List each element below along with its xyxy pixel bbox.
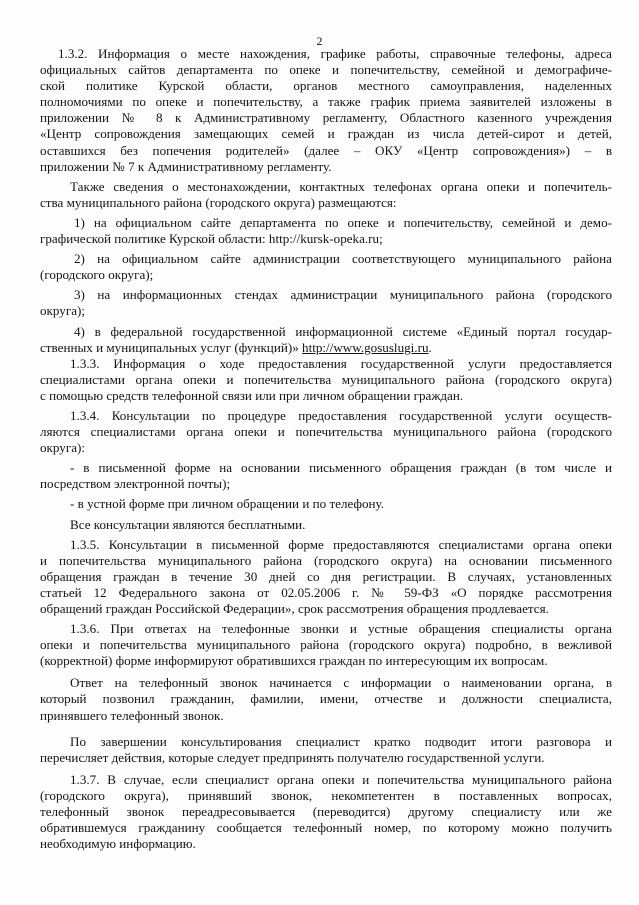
line-text: Все консультации являются бесплатными. [70, 516, 306, 532]
line-text: ственных и муниципальных услуг (функций)» [40, 339, 299, 355]
line-text: оставшихся без попечения родителей» (далее – ОКУ «Центр сопровождения») – в [40, 142, 612, 158]
paragraph-dash2 [40, 496, 612, 512]
line-text: 1.3.3. Информация о ходе предоставления государственной услуги предоставляется [70, 355, 612, 371]
document-body [40, 46, 612, 852]
line-text: приложении № 7 к Административному регламенту. [40, 158, 332, 174]
text-line [40, 195, 612, 211]
line-text: посредством электронной почты); [40, 476, 231, 492]
line-text: официальных сайтов департамента по опеке и попечительству, семейной и демографиче- [40, 62, 612, 78]
text-line [40, 287, 612, 303]
line-text: специалистами органа опеки и попечительства муниципального района (городского округа) [40, 371, 612, 387]
text-line [40, 126, 612, 142]
paragraph-p-otvet [40, 675, 612, 723]
paragraph-p134 [40, 408, 612, 456]
link-tail: . [428, 339, 432, 355]
line-text: статьей 12 Федерального закона от 02.05.2006 г. № 59-ФЗ «О порядке рассмотрения [40, 584, 612, 600]
line-text: Также сведения о местонахождении, контактных телефонах органа опеки и попечитель- [70, 178, 612, 194]
line-text: (корректной) форме информируют обратившихся граждан по интересующим их вопросам. [40, 653, 548, 669]
paragraph-p135 [40, 537, 612, 617]
text-line [40, 675, 612, 691]
line-text: (городского округа); [40, 267, 154, 283]
text-line [40, 804, 612, 820]
text-line [40, 267, 612, 283]
line-text: ской политике Курской области, органов местного самоуправления, наделенных [40, 78, 612, 94]
line-text: По завершении консультирования специалист кратко подводит итоги разговора и [70, 733, 612, 749]
line-text: 2) на официальном сайте администрации соответствующего муниципального района [74, 251, 612, 267]
text-line [40, 772, 612, 788]
paragraph-dash1 [40, 460, 612, 492]
line-text: обращения граждан в течение 30 дней со дня регистрации. В случаях, установленных [40, 568, 612, 584]
paragraph-p-svedenia [40, 179, 612, 211]
text-line [40, 460, 612, 476]
text-line [40, 440, 612, 456]
text-line [40, 601, 612, 617]
text-line [40, 517, 612, 533]
text-line [40, 653, 612, 669]
text-line [40, 788, 612, 804]
paragraph-p132 [40, 46, 612, 175]
text-line [40, 637, 612, 653]
line-text: 1.3.4. Консультации по процедуре предоставления государственной услуги осуществ- [70, 407, 612, 423]
text-line [40, 340, 612, 356]
text-line [40, 408, 612, 424]
line-text: Ответ на телефонный звонок начинается с информации о наименовании органа, в [70, 675, 612, 691]
paragraph-item2 [40, 251, 612, 283]
paragraph-p133 [40, 356, 612, 404]
line-text: и попечительства муниципального района (городского округа) на основании письменного [40, 552, 612, 568]
line-text: необходимую информацию. [40, 836, 196, 852]
text-line [40, 159, 612, 175]
text-line [40, 179, 612, 195]
line-text: 1.3.2. Информация о месте нахождения, графике работы, справочные телефоны, адреса [58, 46, 612, 61]
text-line [40, 372, 612, 388]
paragraph-item1 [40, 215, 612, 247]
paragraph-p137 [40, 772, 612, 852]
text-line [40, 585, 612, 601]
text-line [40, 324, 612, 340]
line-text: 1.3.5. Консультации в письменной форме предоставляются специалистами органа опеки [70, 536, 612, 552]
text-line [40, 62, 612, 78]
line-text: приложении № 8 к Административному регламенту, Областного казенного учреждения [40, 110, 612, 126]
text-line [40, 691, 612, 707]
text-line [40, 708, 612, 724]
paragraph-item4 [40, 324, 612, 356]
line-text: опеки и попечительства муниципального района (городского округа) подробно, в вежливой [40, 637, 612, 653]
line-text: (городского округа), принявший звонок, некомпетентен в поставленных вопросах, [40, 787, 612, 803]
line-text: «Центр сопровождения замещающих семей и граждан из числа детей-сирот и детей, [40, 126, 612, 142]
text-line [40, 78, 612, 94]
text-line [40, 476, 612, 492]
line-text: принявшего телефонный звонок. [40, 707, 224, 723]
text-line [40, 734, 612, 750]
text-line [40, 496, 612, 512]
text-line [40, 143, 612, 159]
line-text: 1.3.6. При ответах на телефонные звонки и устные обращения специалисты органа [70, 621, 612, 637]
line-text: 4) в федеральной государственной информационной системе «Единый портал государ- [74, 323, 612, 339]
text-line [40, 251, 612, 267]
line-text: обращений граждан Российской Федерации», срок рассмотрения обращения продлевается. [40, 601, 549, 616]
text-line [40, 836, 612, 852]
line-text: графической политике Курской области: http://kursk-opeka.ru; [40, 231, 383, 247]
text-line [40, 750, 612, 766]
paragraph-p-zaversh [40, 734, 612, 766]
line-text: - в устной форме при личном обращении и по телефону. [70, 496, 385, 512]
text-line [40, 569, 612, 585]
text-line [40, 215, 612, 231]
line-text: телефонный звонок переадресовывается (переводится) другому специалисту или же [40, 804, 612, 820]
line-text: с помощью средств телефонной связи или при личном обращении граждан. [40, 387, 464, 403]
paragraph-item3 [40, 287, 612, 319]
text-line [40, 621, 612, 637]
text-line [40, 537, 612, 553]
text-line [40, 356, 612, 372]
text-line [40, 303, 612, 319]
line-text: округа): [40, 440, 86, 456]
line-text: полномочиями по опеке и попечительству, а также график приема заявителей изложены в [40, 94, 612, 110]
line-text: 3) на информационных стендах администрации муниципального района (городского [74, 287, 612, 303]
line-text: перечисляет действия, которые следует предпринять получателю государственной услуги. [40, 749, 545, 765]
line-text: 1.3.7. В случае, если специалист органа опеки и попечительства муниципального района [70, 771, 612, 787]
text-line [40, 231, 612, 247]
text-line [40, 94, 612, 110]
gosuslugi-link[interactable]: http://www.gosuslugi.ru [302, 339, 429, 355]
text-line [40, 424, 612, 440]
paragraph-free [40, 517, 612, 533]
text-line [40, 820, 612, 836]
line-text: округа); [40, 303, 86, 319]
line-text: ства муниципального района (городского округа) размещаются: [40, 194, 397, 210]
line-text: - в письменной форме на основании письменного обращения граждан (в том числе и [70, 460, 612, 476]
text-line [40, 110, 612, 126]
text-line [40, 553, 612, 569]
line-text: обратившемуся гражданину сообщается телефонный номер, по которому можно получить [40, 820, 612, 836]
text-line [40, 46, 612, 62]
text-line [40, 388, 612, 404]
line-text: 1) на официальном сайте департамента по опеке и попечительству, семейной и демо- [74, 214, 612, 230]
page-number: 2 [316, 34, 323, 48]
paragraph-p136 [40, 621, 612, 669]
line-text: который позвонил гражданин, фамилии, имени, отчестве и должности специалиста, [40, 691, 612, 707]
line-text: ляются специалистами органа опеки и попечительства муниципального района (городского [40, 424, 612, 440]
